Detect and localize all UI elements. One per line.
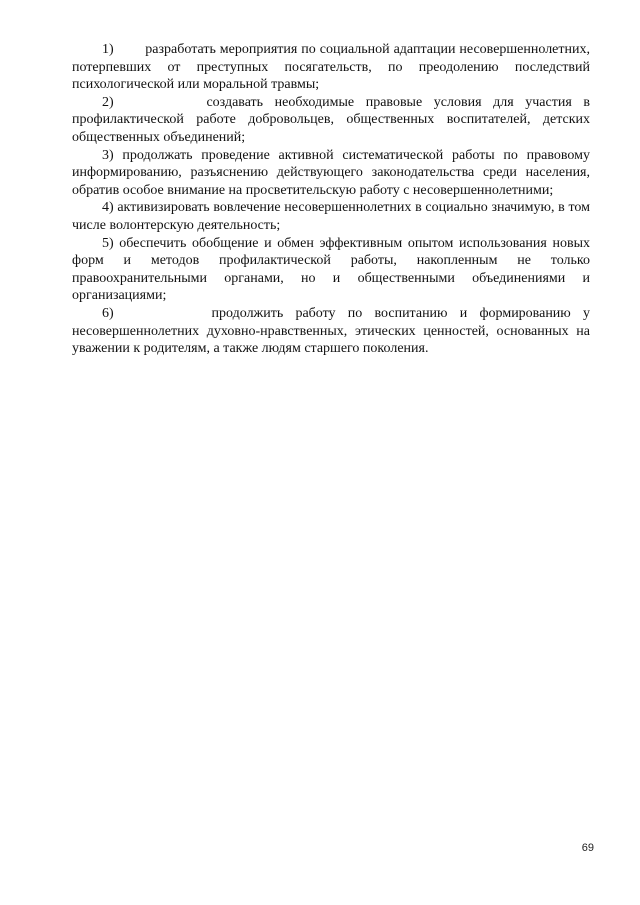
body-text	[72, 41, 590, 358]
list-item-4: 4) активизировать вовлечение несовершеннолетних в социально значимую, в том числе волонтерскую деятельность;	[72, 200, 590, 233]
list-item-2: 2) создавать необходимые правовые условия для участия в профилактической работе добровольцев, общественных воспитателей, детских общественных объединений;	[72, 94, 590, 145]
page-number: 69	[581, 842, 594, 854]
list-item-3: 3) продолжать проведение активной систематической работы по правовому информированию, разъяснению действующего законодательства среди населения, обратив особое внимание на просветительскую работу с несовершеннолетними;	[72, 147, 590, 198]
list-item-1: 1) разработать мероприятия по социальной адаптации несовершеннолетних, потерпевших от преступных посягательств, по преодолению последствий психологической или моральной травмы;	[72, 42, 590, 93]
list-item-6: 6) продолжить работу по воспитанию и формированию у несовершеннолетних духовно-нравственных, этических ценностей, основанных на уважении к родителям, а также людям старшего поколения.	[72, 305, 590, 357]
list-item-5: 5) обеспечить обобщение и обмен эффективным опытом использования новых форм и методов профилактической работы, накопленным не только правоохранительными органами, но и общественными объединениями и организациями;	[72, 235, 590, 304]
